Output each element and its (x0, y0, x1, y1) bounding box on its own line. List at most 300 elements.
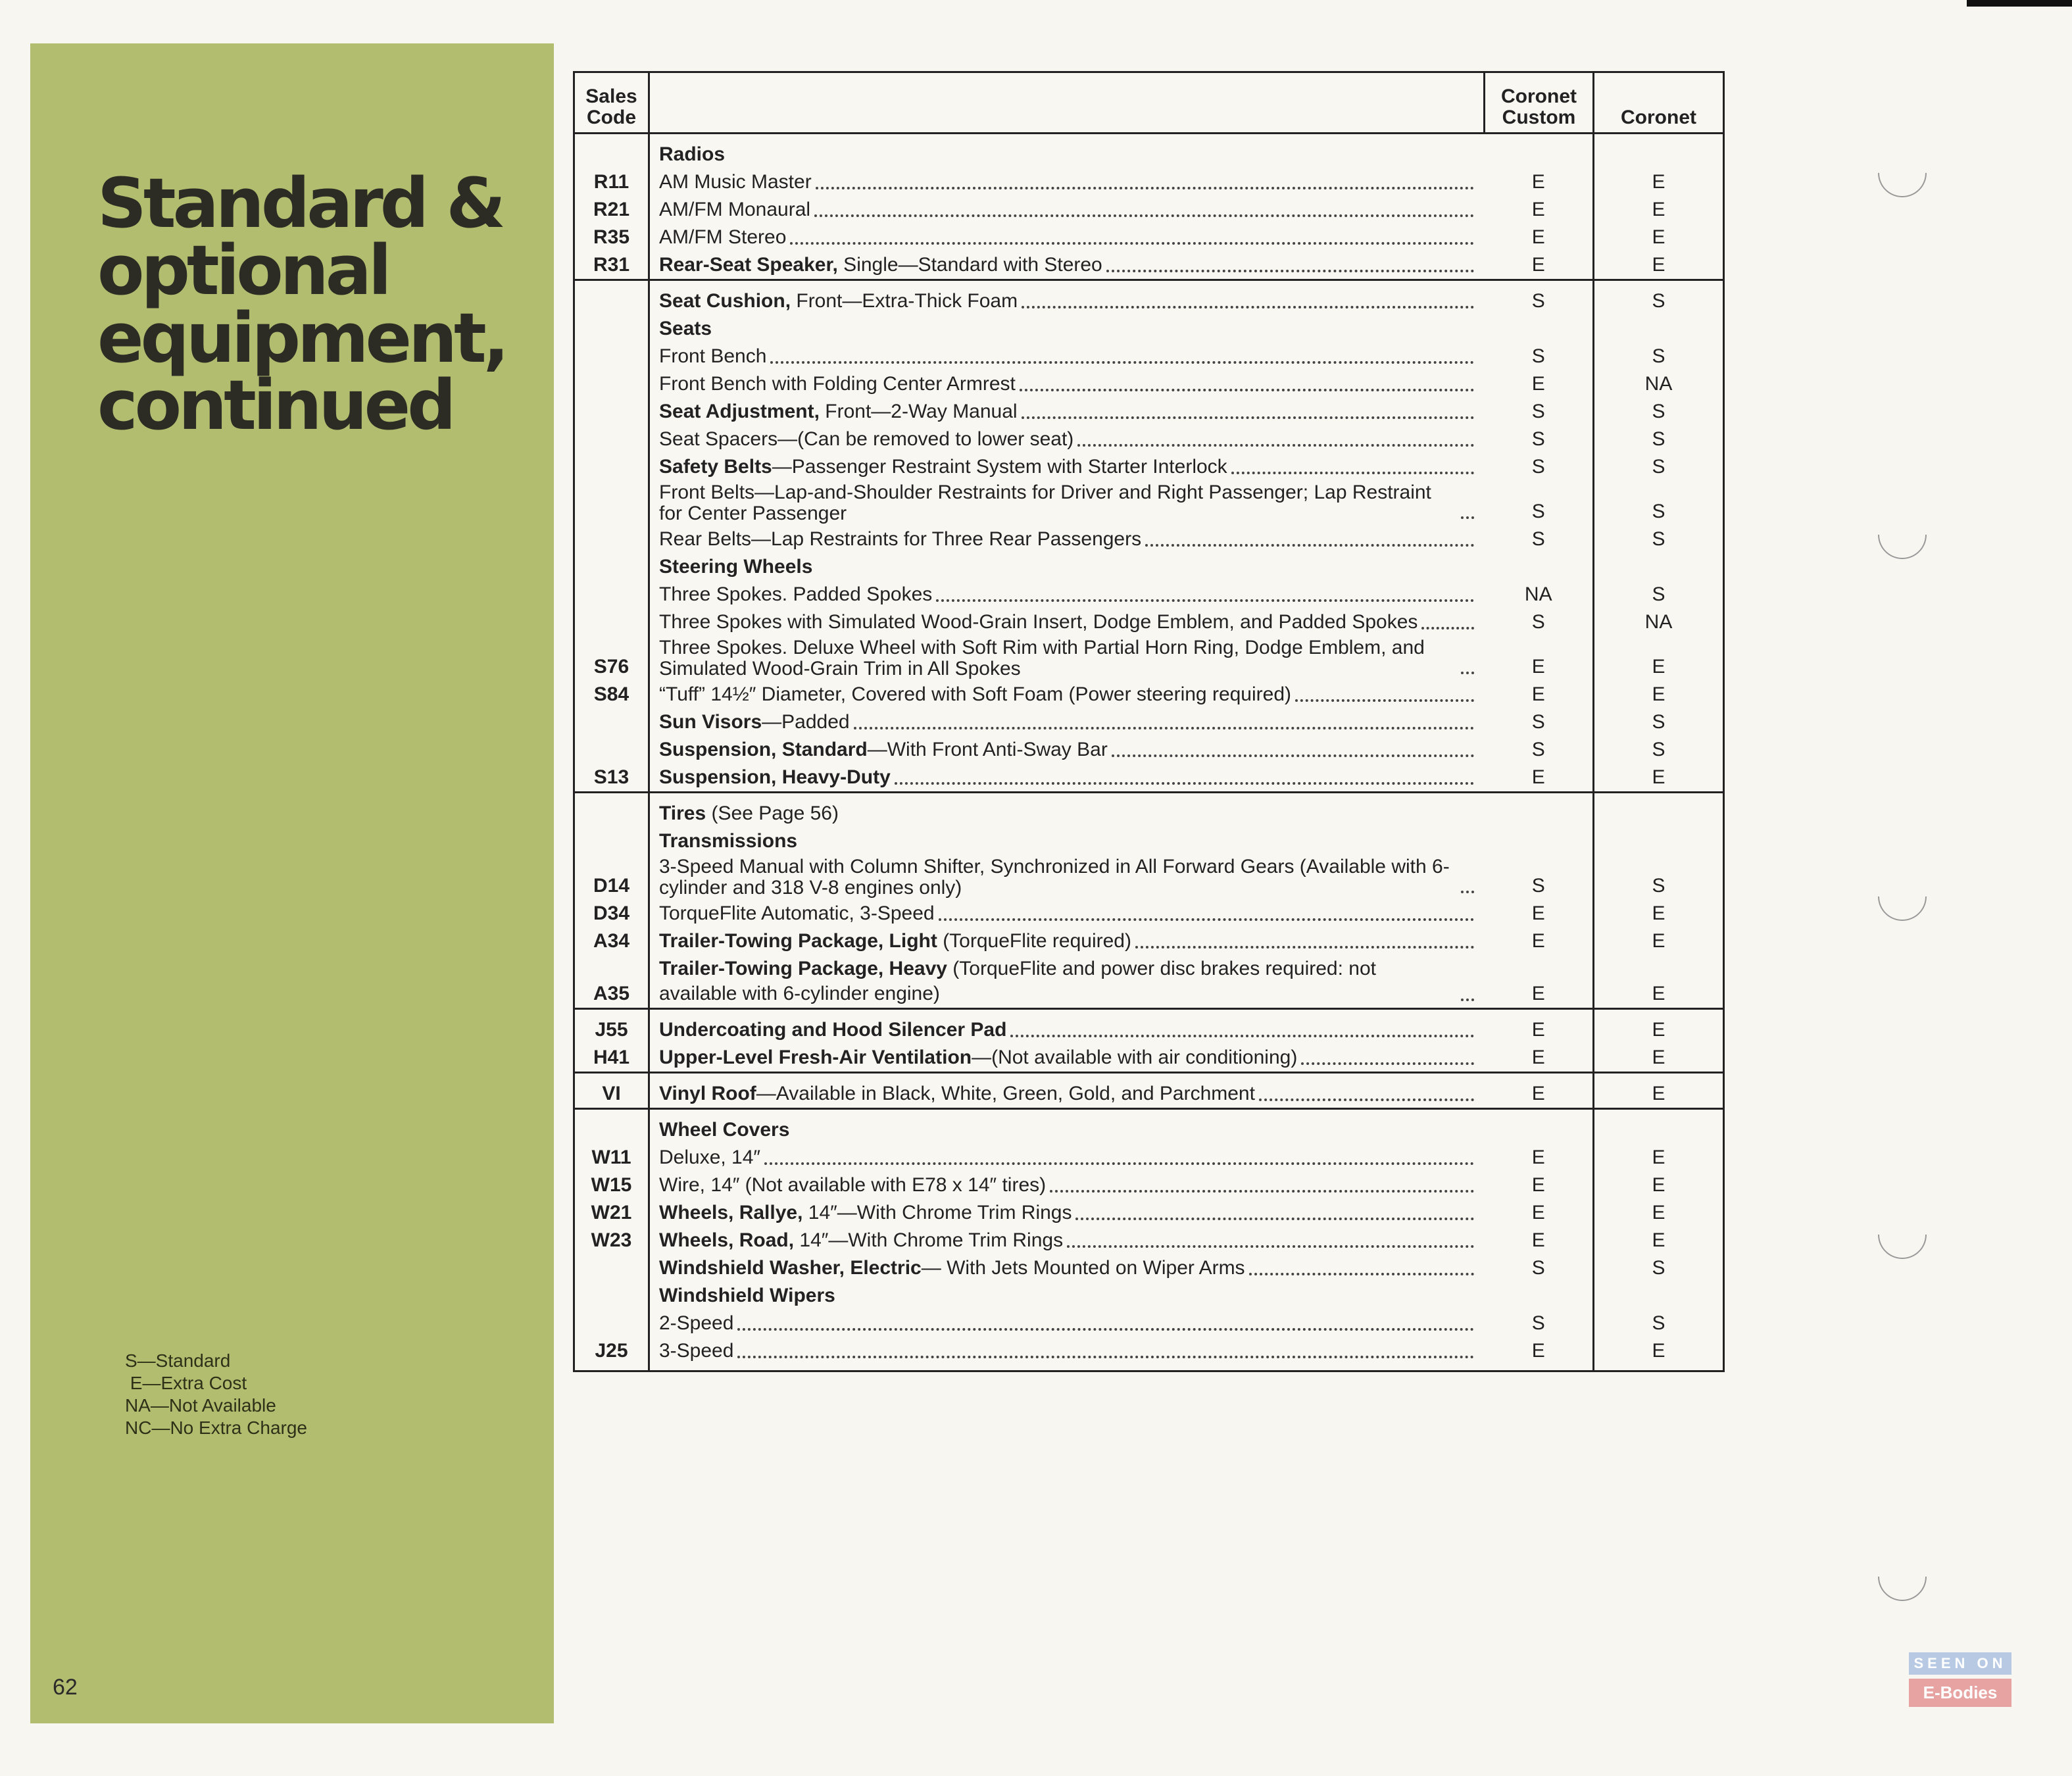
item-description: Deluxe, 14″ (659, 1147, 761, 1168)
coronet-custom-value: S (1485, 526, 1594, 553)
coronet-value: E (1594, 1044, 1724, 1073)
coronet-value (1594, 1282, 1724, 1310)
dot-leader (1249, 1273, 1474, 1275)
sales-code-cell (574, 343, 649, 370)
coronet-value: E (1594, 1073, 1724, 1109)
item-description: 3-Speed Manual with Column Shifter, Synchronized in All Forward Gears (Available with 6-cylinder and 318 V-8 engines only) (659, 856, 1450, 899)
table-row (574, 681, 1724, 708)
sales-code-cell: H41 (574, 1044, 649, 1073)
coronet-custom-value: S (1485, 453, 1594, 481)
sales-code-cell: S76 (574, 636, 649, 681)
coronet-value: NA (1594, 370, 1724, 398)
coronet-value: E (1594, 1144, 1724, 1172)
description-cell (649, 481, 1485, 526)
sales-code-cell (574, 581, 649, 608)
dot-leader (1421, 627, 1473, 629)
table-row (574, 1199, 1724, 1227)
item-heading: Wheels, Road, (659, 1229, 795, 1251)
item-description: (TorqueFlite and power disc brakes required: not available with 6-cylinder engine) (659, 958, 1376, 1004)
sales-code-cell: R31 (574, 251, 649, 280)
dot-leader (1022, 306, 1473, 308)
coronet-value: E (1594, 1199, 1724, 1227)
coronet-value: E (1594, 764, 1724, 793)
item-heading: Sun Visors (659, 711, 762, 733)
description-cell (649, 315, 1485, 343)
coronet-custom-value: E (1485, 224, 1594, 251)
coronet-custom-value: E (1485, 1009, 1594, 1045)
coronet-value: S (1594, 280, 1724, 316)
coronet-value: S (1594, 736, 1724, 764)
dot-leader (895, 782, 1474, 785)
page-number: 62 (53, 1675, 78, 1700)
sales-code-cell (574, 398, 649, 426)
coronet-custom-value: E (1485, 1199, 1594, 1227)
item-description: Three Spokes with Simulated Wood-Grain Insert, Dodge Emblem, and Padded Spokes (659, 611, 1418, 633)
dot-leader (1135, 946, 1474, 949)
coronet-value (1594, 1109, 1724, 1145)
table-row (574, 1254, 1724, 1282)
sales-code-cell (574, 827, 649, 855)
coronet-value: NA (1594, 608, 1724, 636)
coronet-value: S (1594, 453, 1724, 481)
table-header-row (574, 72, 1724, 134)
dot-leader (770, 361, 1473, 364)
description-cell (649, 581, 1485, 608)
item-description: — With Jets Mounted on Wiper Arms (921, 1257, 1245, 1279)
sales-code-cell: W21 (574, 1199, 649, 1227)
table-row (574, 196, 1724, 224)
description-cell (649, 1009, 1485, 1045)
table-row (574, 1310, 1724, 1337)
item-description: —(Not available with air conditioning) (972, 1047, 1298, 1068)
dot-leader (1461, 999, 1474, 1001)
table-row (574, 1073, 1724, 1109)
coronet-custom-value: E (1485, 168, 1594, 196)
item-description: —Passenger Restraint System with Starter Interlock (772, 456, 1227, 478)
dot-leader (1301, 1062, 1473, 1065)
sales-code-cell: S84 (574, 681, 649, 708)
dot-leader (1050, 1190, 1473, 1193)
coronet-custom-value: E (1485, 1227, 1594, 1254)
table-row (574, 1109, 1724, 1145)
description-cell (649, 224, 1485, 251)
coronet-custom-value: E (1485, 681, 1594, 708)
item-description: AM/FM Monaural (659, 199, 811, 220)
legend (125, 1350, 307, 1439)
table-row (574, 900, 1724, 927)
dot-leader (814, 214, 1473, 217)
coronet-value: E (1594, 927, 1724, 955)
coronet-value: E (1594, 1009, 1724, 1045)
item-description: Front—Extra-Thick Foam (791, 290, 1018, 312)
sales-code-cell: J55 (574, 1009, 649, 1045)
item-heading: Wheels, Rallye, (659, 1202, 803, 1223)
coronet-value: E (1594, 1337, 1724, 1371)
coronet-value: E (1594, 900, 1724, 927)
coronet-value (1594, 793, 1724, 828)
sales-code-cell: VI (574, 1073, 649, 1109)
header-coronet-custom: Coronet Custom (1485, 72, 1594, 134)
coronet-value: E (1594, 196, 1724, 224)
coronet-custom-value: S (1485, 608, 1594, 636)
coronet-custom-value: S (1485, 398, 1594, 426)
sales-code-cell: D14 (574, 855, 649, 900)
description-cell (649, 1227, 1485, 1254)
table-row (574, 370, 1724, 398)
item-description: 2-Speed (659, 1312, 734, 1334)
table-row (574, 1282, 1724, 1310)
dot-leader (737, 1356, 1473, 1358)
item-heading: Seat Adjustment, (659, 401, 820, 422)
description-cell (649, 526, 1485, 553)
coronet-value (1594, 134, 1724, 169)
page-title: Standard & optional equipment, continued (97, 163, 506, 446)
dot-leader (1461, 672, 1474, 674)
sales-code-cell (574, 526, 649, 553)
coronet-custom-value (1485, 1282, 1594, 1310)
coronet-custom-value: E (1485, 251, 1594, 280)
dot-leader (790, 242, 1473, 245)
sales-code-cell (574, 708, 649, 736)
coronet-custom-value (1485, 827, 1594, 855)
punch-hole (1868, 501, 1937, 570)
item-description: —With Front Anti-Sway Bar (867, 739, 1108, 760)
coronet-custom-value: S (1485, 343, 1594, 370)
dot-leader (737, 1328, 1473, 1331)
legend-item: NA—Not Available (125, 1395, 276, 1416)
item-heading: Steering Wheels (659, 556, 813, 578)
coronet-custom-value: E (1485, 927, 1594, 955)
item-heading: Trailer-Towing Package, Light (659, 930, 937, 952)
description-cell (649, 681, 1485, 708)
description-cell (649, 280, 1485, 316)
table-row (574, 1044, 1724, 1073)
item-heading: Seats (659, 318, 712, 339)
item-heading: Radios (659, 143, 726, 165)
coronet-custom-value: S (1485, 280, 1594, 316)
item-description: (TorqueFlite required) (937, 930, 1131, 952)
sales-code-cell: A35 (574, 955, 649, 1009)
description-cell (649, 343, 1485, 370)
item-description: —Available in Black, White, Green, Gold, and Parchment (756, 1083, 1255, 1104)
legend-item: E—Extra Cost (125, 1373, 247, 1393)
sales-code-cell (574, 134, 649, 169)
coronet-custom-value: E (1485, 1172, 1594, 1199)
sales-code-cell: R35 (574, 224, 649, 251)
description-cell (649, 1310, 1485, 1337)
item-heading: Seat Cushion, (659, 290, 791, 312)
dot-leader (764, 1162, 1473, 1165)
dot-leader (1106, 270, 1474, 272)
sales-code-cell (574, 1310, 649, 1337)
coronet-value: S (1594, 1310, 1724, 1337)
sales-code-cell (574, 1109, 649, 1145)
table-row (574, 793, 1724, 828)
description-cell (649, 708, 1485, 736)
item-description: Three Spokes. Padded Spokes (659, 583, 933, 605)
coronet-custom-value: S (1485, 736, 1594, 764)
description-cell (649, 251, 1485, 280)
sales-code-cell: J25 (574, 1337, 649, 1371)
dot-leader (1295, 699, 1473, 702)
sales-code-cell: R21 (574, 196, 649, 224)
coronet-custom-value: S (1485, 1310, 1594, 1337)
coronet-custom-value: S (1485, 426, 1594, 453)
legend-item: NC—No Extra Charge (125, 1418, 307, 1438)
dot-leader (1067, 1245, 1473, 1248)
header-sales-code: Sales Code (574, 72, 649, 134)
dot-leader (816, 187, 1474, 189)
item-description: Rear Belts—Lap Restraints for Three Rear Passengers (659, 528, 1142, 550)
sales-code-cell: D34 (574, 900, 649, 927)
watermark-bottom: E-Bodies (1909, 1679, 2011, 1707)
sales-code-cell (574, 1254, 649, 1282)
coronet-value (1594, 315, 1724, 343)
coronet-value: S (1594, 526, 1724, 553)
item-description: AM Music Master (659, 171, 812, 193)
table-row (574, 1337, 1724, 1371)
item-heading: Trailer-Towing Package, Heavy (659, 958, 947, 979)
table-row (574, 426, 1724, 453)
header-description (649, 72, 1485, 134)
dot-leader (854, 727, 1474, 729)
item-description: 3-Speed (659, 1340, 734, 1362)
coronet-custom-value (1485, 553, 1594, 581)
item-description: (See Page 56) (706, 802, 839, 824)
coronet-custom-value: S (1485, 481, 1594, 526)
item-heading: Suspension, Heavy-Duty (659, 766, 891, 788)
coronet-value (1594, 827, 1724, 855)
description-cell (649, 1254, 1485, 1282)
description-cell (649, 370, 1485, 398)
coronet-custom-value (1485, 315, 1594, 343)
item-heading: Wheel Covers (659, 1119, 790, 1141)
item-heading: Rear-Seat Speaker, (659, 254, 838, 276)
header-coronet: Coronet (1594, 72, 1724, 134)
sales-code-cell (574, 370, 649, 398)
legend-item: S—Standard (125, 1350, 231, 1371)
equipment-table (573, 71, 1725, 1372)
item-heading: Transmissions (659, 830, 798, 852)
table-row (574, 955, 1724, 1009)
table-row (574, 581, 1724, 608)
description-cell (649, 1109, 1485, 1145)
description-cell (649, 955, 1485, 1009)
description-cell (649, 793, 1485, 828)
item-description: —Padded (762, 711, 850, 733)
table-row (574, 134, 1724, 169)
item-description: Wire, 14″ (Not available with E78 x 14″ tires) (659, 1174, 1047, 1196)
punch-hole (1868, 862, 1937, 931)
coronet-value: E (1594, 636, 1724, 681)
coronet-custom-value: E (1485, 1337, 1594, 1371)
item-description: AM/FM Stereo (659, 226, 787, 248)
table-row (574, 251, 1724, 280)
dot-leader (939, 918, 1474, 921)
description-cell (649, 608, 1485, 636)
dot-leader (1075, 1218, 1473, 1220)
description-cell (649, 1044, 1485, 1073)
table-row (574, 1227, 1724, 1254)
dot-leader (1077, 444, 1473, 447)
description-cell (649, 827, 1485, 855)
table-row (574, 553, 1724, 581)
coronet-custom-value (1485, 793, 1594, 828)
coronet-value: S (1594, 343, 1724, 370)
sales-code-cell (574, 736, 649, 764)
table-row (574, 280, 1724, 316)
sales-code-cell: R11 (574, 168, 649, 196)
sales-code-cell: W23 (574, 1227, 649, 1254)
description-cell (649, 1337, 1485, 1371)
sales-code-cell (574, 426, 649, 453)
table-row (574, 398, 1724, 426)
dot-leader (1231, 472, 1474, 474)
sales-code-cell (574, 481, 649, 526)
item-description: Single—Standard with Stereo (837, 254, 1102, 276)
coronet-value: E (1594, 955, 1724, 1009)
coronet-value: S (1594, 855, 1724, 900)
sales-code-cell (574, 453, 649, 481)
item-heading: Suspension, Standard (659, 739, 868, 760)
dot-leader (1022, 416, 1474, 419)
coronet-custom-value: S (1485, 708, 1594, 736)
sales-code-cell: S13 (574, 764, 649, 793)
description-cell (649, 736, 1485, 764)
dot-leader (1112, 754, 1474, 757)
sales-code-cell (574, 280, 649, 316)
coronet-custom-value: E (1485, 900, 1594, 927)
punch-hole (1868, 1200, 1937, 1270)
coronet-value: E (1594, 224, 1724, 251)
item-heading: Windshield Washer, Electric (659, 1257, 922, 1279)
punch-hole (1868, 1542, 1937, 1612)
table-row (574, 453, 1724, 481)
dot-leader (936, 599, 1473, 602)
table-row (574, 608, 1724, 636)
table-row (574, 736, 1724, 764)
coronet-value: E (1594, 168, 1724, 196)
coronet-custom-value: E (1485, 955, 1594, 1009)
coronet-custom-value: E (1485, 196, 1594, 224)
item-description: Front Belts—Lap-and-Shoulder Restraints for Driver and Right Passenger; Lap Restraint for Center Passenger (659, 481, 1431, 524)
item-heading: Windshield Wipers (659, 1285, 835, 1306)
coronet-custom-value: NA (1485, 581, 1594, 608)
coronet-value: E (1594, 681, 1724, 708)
description-cell (649, 900, 1485, 927)
description-cell (649, 1199, 1485, 1227)
table-row (574, 927, 1724, 955)
description-cell (649, 426, 1485, 453)
description-cell (649, 453, 1485, 481)
sales-code-cell (574, 553, 649, 581)
coronet-custom-value: S (1485, 855, 1594, 900)
coronet-custom-value: E (1485, 1073, 1594, 1109)
sales-code-cell: A34 (574, 927, 649, 955)
coronet-value: E (1594, 1172, 1724, 1199)
description-cell (649, 398, 1485, 426)
description-cell (649, 168, 1485, 196)
sales-code-cell (574, 1282, 649, 1310)
sales-code-cell: W15 (574, 1172, 649, 1199)
item-description: Front Bench with Folding Center Armrest (659, 373, 1016, 395)
item-heading: Safety Belts (659, 456, 772, 478)
dot-leader (1461, 891, 1474, 893)
table-row (574, 168, 1724, 196)
table-row (574, 343, 1724, 370)
table-row (574, 1009, 1724, 1045)
coronet-value: S (1594, 426, 1724, 453)
coronet-custom-value: E (1485, 764, 1594, 793)
table-row (574, 1144, 1724, 1172)
table-row (574, 855, 1724, 900)
description-cell (649, 855, 1485, 900)
item-description: TorqueFlite Automatic, 3-Speed (659, 902, 935, 924)
table-row (574, 636, 1724, 681)
table-row (574, 708, 1724, 736)
item-heading: Vinyl Roof (659, 1083, 756, 1104)
description-cell (649, 764, 1485, 793)
dot-leader (1145, 544, 1473, 547)
item-description: Front—2-Way Manual (819, 401, 1018, 422)
description-cell (649, 636, 1485, 681)
coronet-value: S (1594, 581, 1724, 608)
coronet-custom-value: E (1485, 370, 1594, 398)
table-row (574, 764, 1724, 793)
description-cell (649, 1172, 1485, 1199)
description-cell (649, 1282, 1485, 1310)
coronet-value: S (1594, 398, 1724, 426)
page-edge-mark (1967, 0, 2072, 7)
coronet-value: S (1594, 708, 1724, 736)
punch-hole (1868, 139, 1937, 208)
table-body (574, 134, 1724, 1371)
dot-leader (1461, 516, 1474, 519)
description-cell (649, 196, 1485, 224)
coronet-custom-value: E (1485, 1144, 1594, 1172)
coronet-custom-value (1485, 134, 1594, 169)
coronet-value: E (1594, 1227, 1724, 1254)
description-cell (649, 134, 1485, 169)
item-heading: Undercoating and Hood Silencer Pad (659, 1019, 1007, 1041)
table-row (574, 315, 1724, 343)
sales-code-cell: W11 (574, 1144, 649, 1172)
item-description: Seat Spacers—(Can be removed to lower seat) (659, 428, 1074, 450)
dot-leader (1259, 1098, 1474, 1101)
coronet-value (1594, 553, 1724, 581)
table-row (574, 827, 1724, 855)
item-description: 14″—With Chrome Trim Rings (794, 1229, 1064, 1251)
coronet-custom-value: E (1485, 636, 1594, 681)
item-description: “Tuff” 14½″ Diameter, Covered with Soft Foam (Power steering required) (659, 683, 1292, 705)
table-row (574, 224, 1724, 251)
item-description: Front Bench (659, 345, 767, 367)
sales-code-cell (574, 793, 649, 828)
description-cell (649, 553, 1485, 581)
item-description: Three Spokes. Deluxe Wheel with Soft Rim with Partial Horn Ring, Dodge Emblem, and Simulated Wood-Grain Trim in All Spokes (659, 637, 1425, 679)
table-row (574, 481, 1724, 526)
coronet-custom-value (1485, 1109, 1594, 1145)
item-heading: Tires (659, 802, 706, 824)
description-cell (649, 927, 1485, 955)
item-description: 14″—With Chrome Trim Rings (802, 1202, 1072, 1223)
table-row (574, 526, 1724, 553)
description-cell (649, 1144, 1485, 1172)
coronet-value: S (1594, 481, 1724, 526)
sales-code-cell (574, 608, 649, 636)
coronet-custom-value: S (1485, 1254, 1594, 1282)
sales-code-cell (574, 315, 649, 343)
